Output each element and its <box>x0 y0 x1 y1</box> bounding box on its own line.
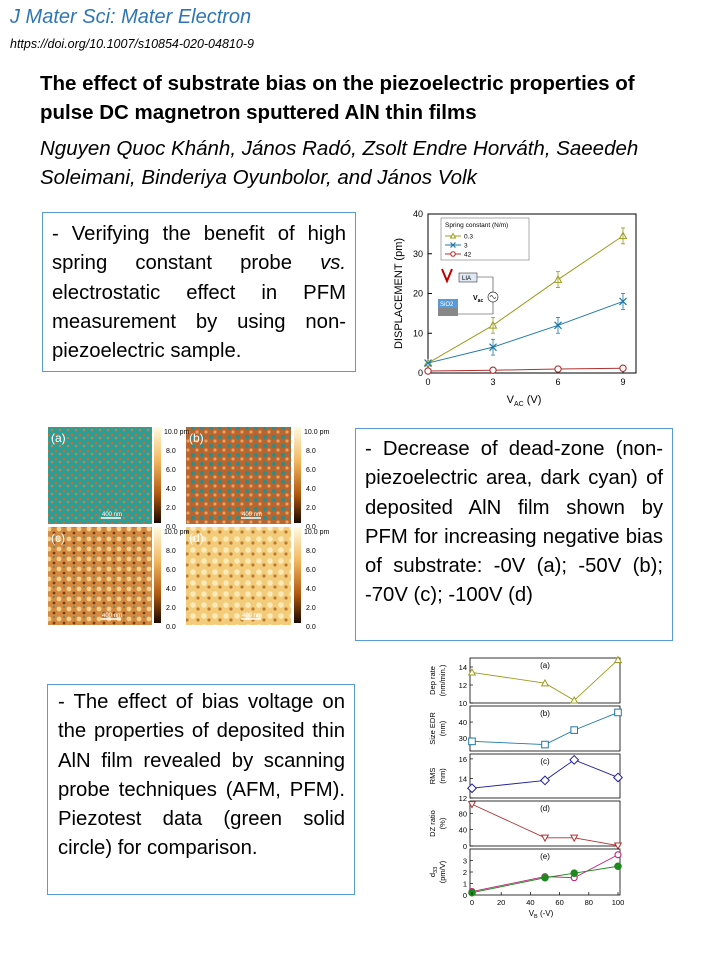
legend-label-0.3: 0.3 <box>464 233 474 241</box>
box1-text-end: electrostatic effect in PFM measurement by using non-piezoelectric sample. <box>52 281 346 363</box>
vac-label-sub: ac <box>477 298 484 304</box>
colorbar-3 <box>294 527 301 623</box>
colorbar-top-label-0: 10.0 pm <box>164 429 190 436</box>
colorbar-tick-2-3: 2.0 <box>166 605 176 612</box>
colorbar-tick-0-4: 0.0 <box>166 524 176 531</box>
yunit-0: (nm/min.) <box>438 664 447 697</box>
sio2-label: SiO2 <box>440 302 454 308</box>
colorbar-tick-1-1: 6.0 <box>306 467 316 474</box>
scale-bar-label-b: 400 nm <box>242 512 263 518</box>
ytick-label-3-0: 0 <box>462 842 467 851</box>
panel-2 <box>428 754 622 803</box>
bias-xlabel-sub: B <box>534 914 538 920</box>
pfm-panel-a <box>48 427 152 524</box>
bias-properties-chart <box>425 655 637 920</box>
scale-bar-label-d: 400 nm <box>242 613 263 619</box>
point-42-3 <box>620 365 626 371</box>
author-list: Nguyen Quoc Khánh, János Radó, Zsolt Endre Horváth, Saeedeh Soleimani, Binderiya Oyunbolor, and János Volk <box>40 137 639 189</box>
colorbar-tick-1-3: 2.0 <box>306 505 316 512</box>
ylabel-3 <box>428 810 437 837</box>
yunit-3: (%) <box>438 817 447 830</box>
colorbar-tick-2-2: 4.0 <box>166 586 176 593</box>
substrate-layer <box>438 308 458 316</box>
y-tick-label-2: 20 <box>412 288 423 299</box>
ytick-label-4-1: 1 <box>462 879 467 889</box>
legend-label-42: 42 <box>464 251 472 259</box>
bias-chart-panels <box>428 657 622 901</box>
ytick-label-2-0: 12 <box>458 794 467 803</box>
colorbar-tick-2-4: 0.0 <box>166 624 176 631</box>
legend-marker-42 <box>451 252 456 257</box>
point-2-0-0 <box>468 784 477 793</box>
ylabel-main-3: DZ ratio <box>428 810 437 837</box>
box1-text-start: - Verifying the benefit of high spring constant probe <box>52 223 346 275</box>
point-4-1-2 <box>571 870 578 877</box>
point-42-1 <box>490 367 496 373</box>
journal-name: J Mater Sci: Mater Electron <box>10 6 252 28</box>
afm-tip-icon <box>442 269 452 281</box>
pfm-panel-d <box>186 527 291 625</box>
ylabel-sub-4: 33 <box>433 866 439 873</box>
point-42-2 <box>555 366 561 372</box>
pfm-setup-inset <box>438 269 498 316</box>
panel-label-2: (c) <box>540 757 550 766</box>
displacement-chart <box>388 205 648 415</box>
y-tick-label-4: 40 <box>412 209 423 219</box>
panel-1 <box>428 706 621 751</box>
pfm-label-d: (d) <box>189 531 204 545</box>
vac-label-main: V <box>473 295 478 302</box>
panel-label-4: (e) <box>540 852 550 861</box>
colorbar-tick-1-2: 4.0 <box>306 486 316 493</box>
bias-xlabel <box>529 909 554 920</box>
x-axis-label-sub: AC <box>513 401 524 408</box>
ylabel-1 <box>428 712 437 745</box>
colorbar-top-label-1: 10.0 pm <box>304 429 330 436</box>
y-tick-label-0: 0 <box>417 368 423 378</box>
bias-chart-xaxis <box>470 892 624 920</box>
bias-xtick-label-4: 80 <box>584 898 593 907</box>
colorbar-tick-2-0: 8.0 <box>166 548 176 555</box>
point-2-0-1 <box>541 776 550 785</box>
point-1-0-0 <box>469 738 476 745</box>
bias-xtick-label-0: 0 <box>469 898 475 907</box>
yunit-1: (nm) <box>438 720 447 737</box>
point-42-0 <box>425 368 431 374</box>
x-axis-label-main: V <box>506 394 514 406</box>
pfm-image-grid <box>46 425 330 631</box>
colorbar-tick-0-0: 8.0 <box>166 448 176 455</box>
summary-box-bias-effect: - The effect of bias voltage on the properties of deposited thin AlN film revealed by scanning probe techniques (AFM, PFM). Piezotest data (green solid circle) for comparison. <box>47 684 355 895</box>
pfm-label-a: (a) <box>51 431 66 445</box>
colorbar-top-label-3: 10.0 pm <box>304 529 330 536</box>
scale-bar-label-a: 400 nm <box>102 512 123 518</box>
panel-0 <box>428 657 621 709</box>
pfm-panel-b <box>186 427 291 524</box>
point-1-0-1 <box>542 741 549 748</box>
series-line-42 <box>428 368 623 371</box>
displacement-chart-legend <box>441 218 529 260</box>
ylabel-main-2: RMS <box>428 767 437 785</box>
x-tick-label-2: 6 <box>555 377 561 387</box>
y-tick-label-3: 30 <box>412 248 423 259</box>
yunit-2: (nm) <box>438 768 447 784</box>
ytick-label-3-2: 80 <box>458 809 467 819</box>
colorbar-tick-0-3: 2.0 <box>166 505 176 512</box>
panel-label-1: (b) <box>540 709 550 718</box>
ytick-label-1-1: 40 <box>458 718 467 728</box>
doi-link[interactable]: https://doi.org/10.1007/s10854-020-04810-9 <box>10 37 254 51</box>
colorbar-1 <box>294 427 301 523</box>
point-2-0-3 <box>614 773 623 782</box>
colorbar-tick-3-3: 2.0 <box>306 605 316 612</box>
paper-title: The effect of substrate bias on the piezoelectric properties of pulse DC magnetron sputtered AlN thin films <box>40 72 635 124</box>
pfm-label-b: (b) <box>189 431 204 445</box>
ylabel-main-0: Dep rate <box>428 666 437 695</box>
scale-bar-label-c: 400 nm <box>102 613 123 619</box>
ytick-label-0-2: 14 <box>458 663 467 672</box>
ytick-label-0-1: 12 <box>458 681 467 690</box>
colorbar-2 <box>154 527 161 623</box>
bias-xtick-label-3: 60 <box>555 898 564 907</box>
ytick-label-2-1: 14 <box>458 774 467 784</box>
legend-label-3: 3 <box>464 242 468 250</box>
point-4-1-3 <box>615 863 622 870</box>
lia-label: LIA <box>462 276 472 282</box>
ytick-label-4-3: 3 <box>462 856 467 866</box>
colorbar-tick-0-1: 6.0 <box>166 467 176 474</box>
ylabel-main-4: d <box>428 872 437 878</box>
colorbar-tick-1-4: 0.0 <box>306 524 316 531</box>
point-4-0-3 <box>615 852 621 858</box>
ytick-label-1-0: 30 <box>458 734 467 744</box>
point-1-0-2 <box>571 727 578 734</box>
colorbar-top-label-2: 10.0 pm <box>164 529 190 536</box>
colorbar-tick-2-1: 6.0 <box>166 567 176 574</box>
pfm-label-c: (c) <box>51 531 65 545</box>
pfm-panel-c <box>48 527 152 625</box>
point-4-1-1 <box>542 874 549 881</box>
colorbar-tick-3-1: 6.0 <box>306 567 316 574</box>
ytick-label-3-1: 40 <box>458 825 467 835</box>
colorbar-tick-1-0: 8.0 <box>306 448 316 455</box>
x-axis-label-unit: (V) <box>523 394 542 406</box>
x-tick-label-0: 0 <box>425 377 431 387</box>
box1-text-em: vs. <box>320 252 346 275</box>
vac-label <box>473 295 483 304</box>
panel-label-3: (d) <box>540 804 550 813</box>
x-tick-label-3: 9 <box>620 377 626 387</box>
panel-3 <box>428 801 621 851</box>
y-axis-label: DISPLACEMENT (pm) <box>393 237 405 350</box>
colorbar-tick-0-2: 4.0 <box>166 486 176 493</box>
ylabel-main-1: Size EDR <box>428 712 437 745</box>
yunit-4: (pm/V) <box>438 860 447 884</box>
bias-xlabel-main: V <box>528 909 535 918</box>
y-tick-label-1: 10 <box>412 328 423 339</box>
bias-xlabel-unit: (-V) <box>537 909 554 918</box>
summary-box-dead-zone: - Decrease of dead-zone (non-piezoelectric area, dark cyan) of deposited AlN film shown by PFM for increasing negative bias of substrate: -0V (a); -50V (b); -70V (c); -100V (d) <box>355 428 673 641</box>
panel-label-0: (a) <box>540 661 550 670</box>
x-tick-label-1: 3 <box>490 377 496 387</box>
colorbar-tick-3-2: 4.0 <box>306 586 316 593</box>
bias-xtick-label-2: 40 <box>526 898 535 907</box>
colorbar-0 <box>154 427 161 523</box>
ylabel-0 <box>428 666 437 695</box>
bias-xtick-label-1: 20 <box>497 898 506 907</box>
point-2-0-2 <box>570 756 579 765</box>
legend-title: Spring constant (N/m) <box>445 222 509 229</box>
summary-box-spring-constant <box>42 212 356 372</box>
panel-4 <box>428 849 621 900</box>
ytick-label-0-0: 10 <box>458 699 467 708</box>
point-1-0-3 <box>615 709 622 716</box>
ytick-label-4-2: 2 <box>462 868 467 877</box>
colorbar-tick-3-4: 0.0 <box>306 624 316 631</box>
x-axis-label <box>507 394 542 408</box>
ytick-label-2-2: 16 <box>458 754 467 764</box>
colorbar-tick-3-0: 8.0 <box>306 548 316 555</box>
ytick-label-4-0: 0 <box>462 891 467 900</box>
ylabel-2 <box>428 768 437 785</box>
bias-xtick-label-5: 100 <box>611 898 625 907</box>
